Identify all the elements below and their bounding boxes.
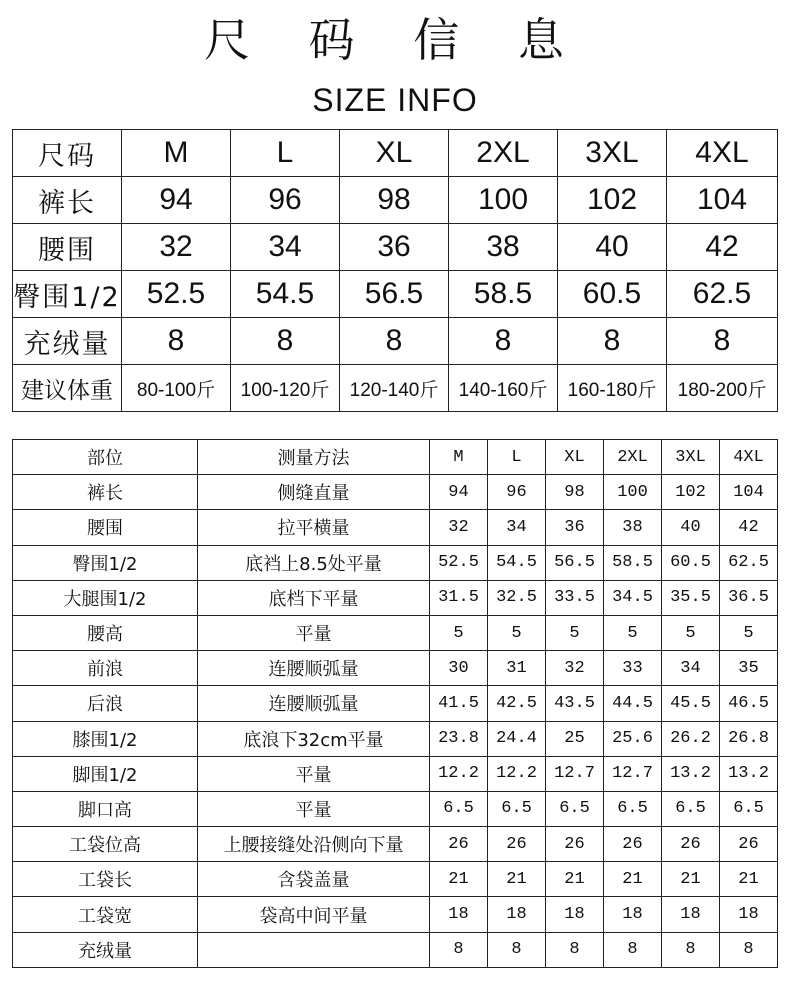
table-row — [13, 580, 778, 615]
row-header-cell: 前浪 — [13, 651, 198, 686]
table-cell: 54.5 — [231, 271, 340, 318]
table-cell: 45.5 — [662, 686, 720, 721]
table-row — [13, 862, 778, 897]
table-cell: 96 — [231, 177, 340, 224]
table-cell: 34 — [231, 224, 340, 271]
row-header-cell: 臀围1/2 — [13, 271, 122, 318]
table-cell: 52.5 — [122, 271, 231, 318]
table-cell: 21 — [720, 862, 778, 897]
table-cell: 21 — [488, 862, 546, 897]
table-cell: 32 — [122, 224, 231, 271]
table-cell: 40 — [662, 510, 720, 545]
table-cell: 41.5 — [430, 686, 488, 721]
table-cell: 160-180斤 — [558, 365, 667, 412]
method-cell — [198, 932, 430, 967]
table-cell: 24.4 — [488, 721, 546, 756]
table-cell: 32 — [546, 651, 604, 686]
column-header-cell: 2XL — [604, 440, 662, 475]
table-cell: 100 — [604, 475, 662, 510]
table-cell: 8 — [720, 932, 778, 967]
table-cell: 98 — [546, 475, 604, 510]
row-header-cell: 脚口高 — [13, 791, 198, 826]
size-summary-table — [12, 129, 778, 412]
table-cell: 5 — [720, 615, 778, 650]
column-header-cell: 测量方法 — [198, 440, 430, 475]
page-subtitle: SIZE INFO — [312, 82, 478, 118]
table-cell: 12.7 — [546, 756, 604, 791]
table-cell: 58.5 — [604, 545, 662, 580]
table-cell: 5 — [488, 615, 546, 650]
table-cell: 58.5 — [449, 271, 558, 318]
table-cell: 12.2 — [430, 756, 488, 791]
table-cell: 36.5 — [720, 580, 778, 615]
row-header-cell: 脚围1/2 — [13, 756, 198, 791]
column-header-cell: M — [122, 130, 231, 177]
table-row — [13, 932, 778, 967]
method-cell: 上腰接缝处沿侧向下量 — [198, 827, 430, 862]
table-cell: 62.5 — [667, 271, 778, 318]
table-cell: 21 — [430, 862, 488, 897]
table-cell: 26 — [662, 827, 720, 862]
table-row — [13, 756, 778, 791]
table-cell: 8 — [558, 318, 667, 365]
table-cell: 96 — [488, 475, 546, 510]
table-header-row — [13, 130, 778, 177]
row-header-cell: 腰高 — [13, 615, 198, 650]
table-cell: 21 — [662, 862, 720, 897]
table-cell: 140-160斤 — [449, 365, 558, 412]
table-row — [13, 545, 778, 580]
page-title: 尺 码 信 息 — [204, 13, 586, 67]
table-cell: 8 — [231, 318, 340, 365]
method-cell: 侧缝直量 — [198, 475, 430, 510]
table-cell: 62.5 — [720, 545, 778, 580]
table-cell: 8 — [546, 932, 604, 967]
column-header-cell: L — [488, 440, 546, 475]
method-cell: 底浪下32cm平量 — [198, 721, 430, 756]
table-row — [13, 318, 778, 365]
table-cell: 38 — [449, 224, 558, 271]
table-cell: 34 — [662, 651, 720, 686]
row-header-cell: 尺码 — [13, 130, 122, 177]
table-cell: 5 — [604, 615, 662, 650]
table-row — [13, 177, 778, 224]
table-cell: 26 — [546, 827, 604, 862]
table-cell: 40 — [558, 224, 667, 271]
table-cell: 26.8 — [720, 721, 778, 756]
table-row — [13, 721, 778, 756]
table-cell: 18 — [546, 897, 604, 932]
row-header-cell: 建议体重 — [13, 365, 122, 412]
table-cell: 43.5 — [546, 686, 604, 721]
table-cell: 8 — [340, 318, 449, 365]
table-cell: 56.5 — [546, 545, 604, 580]
table-cell: 180-200斤 — [667, 365, 778, 412]
table-cell: 34 — [488, 510, 546, 545]
table-row — [13, 686, 778, 721]
table-cell: 13.2 — [720, 756, 778, 791]
table-cell: 42 — [720, 510, 778, 545]
table-cell: 54.5 — [488, 545, 546, 580]
table-cell: 6.5 — [546, 791, 604, 826]
column-header-cell: 4XL — [720, 440, 778, 475]
table-cell: 18 — [604, 897, 662, 932]
method-cell: 袋高中间平量 — [198, 897, 430, 932]
method-cell: 底裆上8.5处平量 — [198, 545, 430, 580]
table-cell: 18 — [430, 897, 488, 932]
table-cell: 23.8 — [430, 721, 488, 756]
table-cell: 102 — [558, 177, 667, 224]
row-header-cell: 裤长 — [13, 177, 122, 224]
table-cell: 36 — [546, 510, 604, 545]
table-cell: 18 — [488, 897, 546, 932]
table-cell: 46.5 — [720, 686, 778, 721]
table-cell: 35.5 — [662, 580, 720, 615]
table-row — [13, 475, 778, 510]
table-cell: 60.5 — [662, 545, 720, 580]
table-cell: 8 — [488, 932, 546, 967]
table-cell: 26.2 — [662, 721, 720, 756]
table-cell: 100-120斤 — [231, 365, 340, 412]
table-cell: 94 — [430, 475, 488, 510]
table-cell: 21 — [604, 862, 662, 897]
column-header-cell: M — [430, 440, 488, 475]
row-header-cell: 臀围1/2 — [13, 545, 198, 580]
row-header-cell: 裤长 — [13, 475, 198, 510]
method-cell: 底档下平量 — [198, 580, 430, 615]
table-cell: 30 — [430, 651, 488, 686]
table-cell: 8 — [449, 318, 558, 365]
method-cell: 平量 — [198, 791, 430, 826]
row-header-cell: 大腿围1/2 — [13, 580, 198, 615]
table-cell: 6.5 — [662, 791, 720, 826]
table-row — [13, 615, 778, 650]
table-cell: 44.5 — [604, 686, 662, 721]
table-cell: 5 — [546, 615, 604, 650]
column-header-cell: XL — [546, 440, 604, 475]
method-cell: 含袋盖量 — [198, 862, 430, 897]
table-cell: 25.6 — [604, 721, 662, 756]
table-row — [13, 791, 778, 826]
table-cell: 12.7 — [604, 756, 662, 791]
row-header-cell: 工袋位高 — [13, 827, 198, 862]
method-cell: 连腰顺弧量 — [198, 651, 430, 686]
column-header-cell: 3XL — [558, 130, 667, 177]
table-cell: 36 — [340, 224, 449, 271]
table-cell: 5 — [430, 615, 488, 650]
table-cell: 32 — [430, 510, 488, 545]
row-header-cell: 腰围 — [13, 224, 122, 271]
row-header-cell: 腰围 — [13, 510, 198, 545]
table-cell: 80-100斤 — [122, 365, 231, 412]
table-cell: 8 — [604, 932, 662, 967]
table-cell: 8 — [122, 318, 231, 365]
table-cell: 34.5 — [604, 580, 662, 615]
column-header-cell: XL — [340, 130, 449, 177]
table-cell: 6.5 — [430, 791, 488, 826]
table-header-row — [13, 440, 778, 475]
table-cell: 60.5 — [558, 271, 667, 318]
method-cell: 平量 — [198, 615, 430, 650]
column-header-cell: 2XL — [449, 130, 558, 177]
table-row — [13, 271, 778, 318]
column-header-cell: L — [231, 130, 340, 177]
table-cell: 26 — [720, 827, 778, 862]
method-cell: 平量 — [198, 756, 430, 791]
table-cell: 35 — [720, 651, 778, 686]
table-cell: 18 — [720, 897, 778, 932]
table-cell: 26 — [488, 827, 546, 862]
table-cell: 56.5 — [340, 271, 449, 318]
table-row — [13, 510, 778, 545]
table-cell: 12.2 — [488, 756, 546, 791]
table-cell: 6.5 — [488, 791, 546, 826]
table-cell: 33.5 — [546, 580, 604, 615]
table-cell: 98 — [340, 177, 449, 224]
table-cell: 42 — [667, 224, 778, 271]
table-cell: 94 — [122, 177, 231, 224]
row-header-cell: 后浪 — [13, 686, 198, 721]
table-row — [13, 827, 778, 862]
table-row — [13, 651, 778, 686]
column-header-cell: 3XL — [662, 440, 720, 475]
table-cell: 100 — [449, 177, 558, 224]
table-cell: 31 — [488, 651, 546, 686]
method-cell: 连腰顺弧量 — [198, 686, 430, 721]
table-row — [13, 365, 778, 412]
table-cell: 8 — [667, 318, 778, 365]
column-header-cell: 4XL — [667, 130, 778, 177]
table-row — [13, 224, 778, 271]
table-cell: 6.5 — [720, 791, 778, 826]
row-header-cell: 工袋长 — [13, 862, 198, 897]
table-cell: 42.5 — [488, 686, 546, 721]
table-cell: 120-140斤 — [340, 365, 449, 412]
table-cell: 13.2 — [662, 756, 720, 791]
table-cell: 31.5 — [430, 580, 488, 615]
row-header-cell: 充绒量 — [13, 318, 122, 365]
table-cell: 26 — [604, 827, 662, 862]
table-cell: 8 — [662, 932, 720, 967]
table-cell: 21 — [546, 862, 604, 897]
table-cell: 33 — [604, 651, 662, 686]
table-cell: 8 — [430, 932, 488, 967]
method-cell: 拉平横量 — [198, 510, 430, 545]
table-cell: 104 — [720, 475, 778, 510]
table-cell: 26 — [430, 827, 488, 862]
row-header-cell: 膝围1/2 — [13, 721, 198, 756]
table-cell: 52.5 — [430, 545, 488, 580]
row-header-cell: 工袋宽 — [13, 897, 198, 932]
table-cell: 18 — [662, 897, 720, 932]
table-cell: 38 — [604, 510, 662, 545]
table-cell: 104 — [667, 177, 778, 224]
table-cell: 5 — [662, 615, 720, 650]
table-cell: 102 — [662, 475, 720, 510]
table-row — [13, 897, 778, 932]
row-header-cell: 充绒量 — [13, 932, 198, 967]
table-cell: 6.5 — [604, 791, 662, 826]
column-header-cell: 部位 — [13, 440, 198, 475]
measurement-detail-table — [12, 439, 778, 968]
table-cell: 25 — [546, 721, 604, 756]
table-cell: 32.5 — [488, 580, 546, 615]
